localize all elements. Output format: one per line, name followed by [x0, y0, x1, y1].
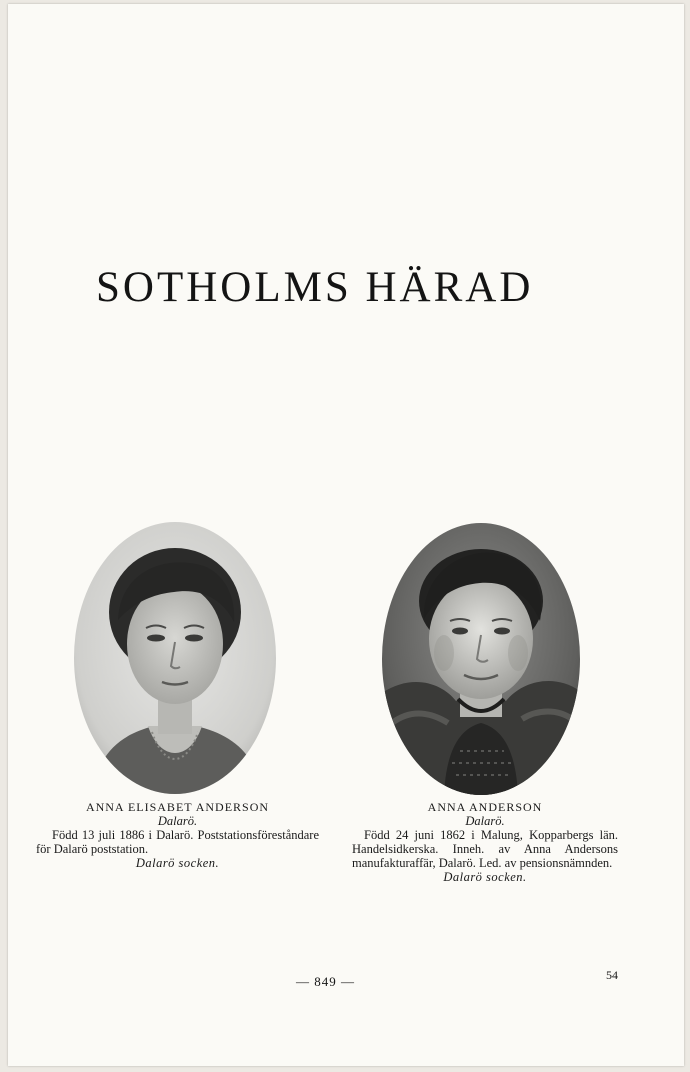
- portrait-photo-icon: [74, 522, 276, 794]
- portrait-photo-icon: [382, 523, 580, 795]
- folio-number: — 849 —: [296, 974, 355, 989]
- biography-entry: [36, 800, 319, 870]
- person-name: ANNA ANDERSON: [427, 800, 543, 814]
- parish: Dalarö socken.: [135, 856, 220, 870]
- biography-entry: [352, 800, 618, 884]
- biography-text: Född 13 juli 1886 i Dalarö. Poststationsföreståndare för Dalarö poststation.: [36, 828, 319, 856]
- page-title: SOTHOLMS HÄRAD: [96, 264, 534, 311]
- biography-text: Född 24 juni 1862 i Malung, Kopparbergs län. Handelsidkerska. Inneh. av Anna Andersons manufakturaffär, Dalarö. Led. av pensionsnämnden.: [352, 828, 618, 870]
- portrait-left: [74, 522, 276, 794]
- page-number: 54: [606, 968, 618, 982]
- residence: Dalarö.: [157, 814, 198, 828]
- parish: Dalarö socken.: [443, 870, 527, 884]
- portrait-right: [382, 523, 580, 795]
- document-page: [8, 4, 684, 1066]
- residence: Dalarö.: [465, 814, 505, 828]
- person-name: ANNA ELISABET ANDERSON: [85, 800, 270, 814]
